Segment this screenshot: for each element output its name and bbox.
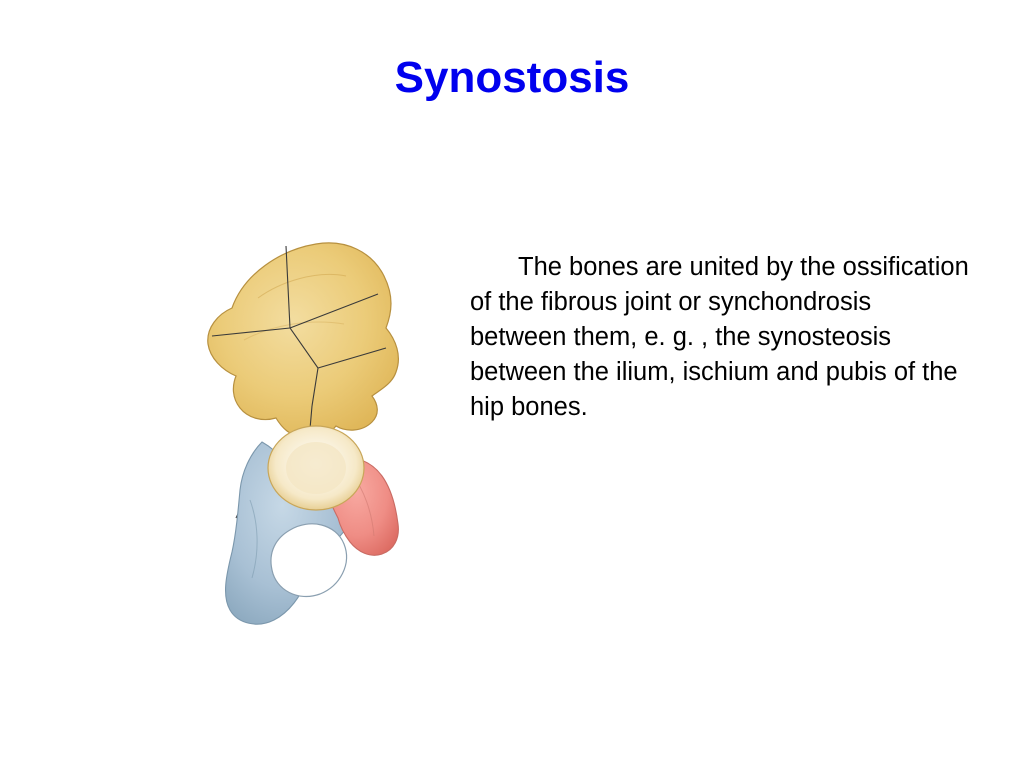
hip-bone-illustration	[140, 200, 460, 640]
acetabulum	[268, 426, 364, 510]
page-title: Synostosis	[394, 53, 630, 102]
body-paragraph: The bones are united by the ossification of the fibrous joint or synchondrosis between them, e. g. , the synosteosis between the ilium, ischium and pubis of the hip bones.	[470, 253, 969, 421]
obturator-foramen	[271, 524, 347, 597]
ilium-region	[208, 243, 399, 439]
hip-bone-svg	[140, 200, 460, 640]
